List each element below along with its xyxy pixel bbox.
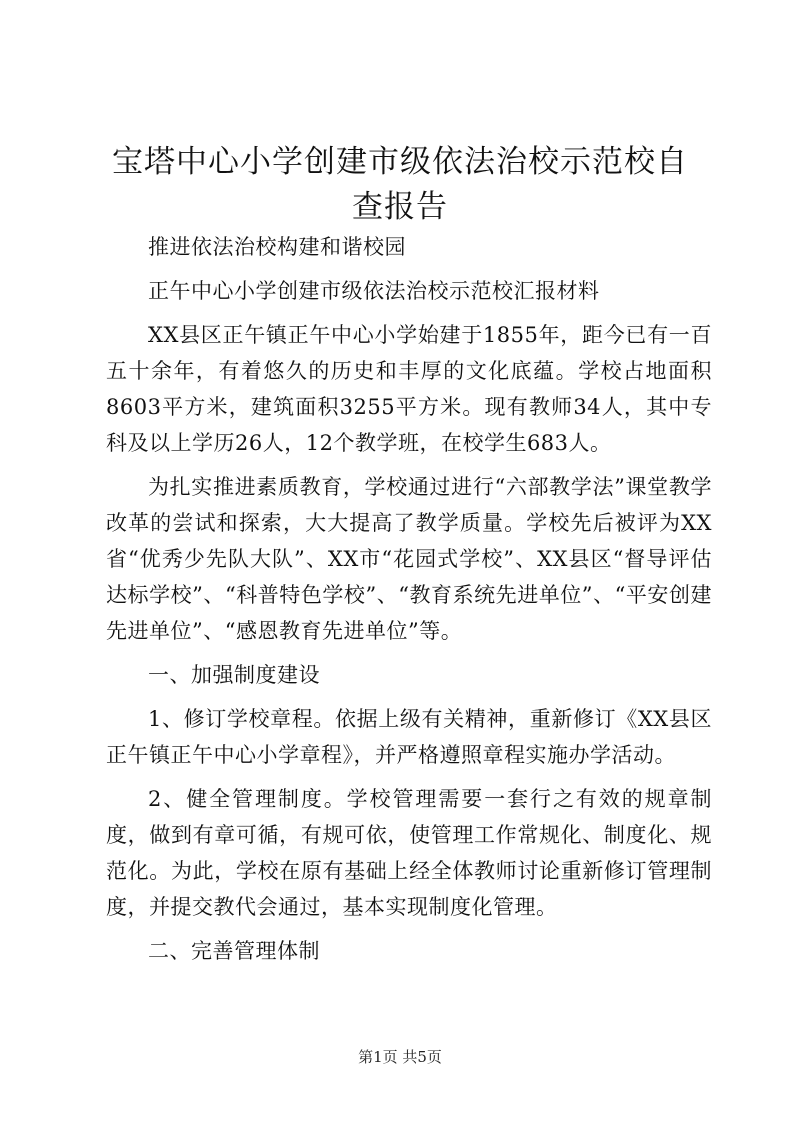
page-number-footer: 第1页 共5页 (358, 1048, 442, 1066)
subtitle-line: 正午中心小学创建市级依法治校示范校汇报材料 (148, 279, 600, 303)
body-paragraph: XX县区正午镇正午中心小学始建于1855年，距今已有一百五十余年，有着悠久的历史和丰厚的文化底蕴。学校占地面积8603平方米，建筑面积3255平方米。现有教师34人，其中专科及以上学历26人，12个教学班，在校学生683人。 (106, 323, 712, 455)
section-heading: 一、加强制度建设 (148, 663, 320, 687)
body-paragraph: 2、健全管理制度。学校管理需要一套行之有效的规章制度，做到有章可循，有规可依，使管理工作常规化、制度化、规范化。为此，学校在原有基础上经全体教师讨论重新修订管理制度，并提交教代会通过，基本实现制度化管理。 (106, 787, 712, 919)
subtitle-line: 推进依法治校构建和谐校园 (148, 235, 406, 259)
section-heading: 二、完善管理体制 (148, 939, 320, 963)
document-body (106, 229, 712, 969)
document-title: 宝塔中心小学创建市级依法治校示范校自查报告 (112, 144, 688, 225)
body-paragraph: 为扎实推进素质教育，学校通过进行“六部教学法”课堂教学改革的尝试和探索，大大提高了教学质量。学校先后被评为XX省“优秀少先队大队”、XX市“花园式学校”、XX县区“督导评估达标学校”、“科普特色学校”、“教育系统先进单位”、“平安创建先进单位”、“感恩教育先进单位”等。 (106, 475, 712, 643)
body-paragraph: 1、修订学校章程。依据上级有关精神，重新修订《XX县区正午镇正午中心小学章程》，并严格遵照章程实施办学活动。 (106, 707, 712, 767)
